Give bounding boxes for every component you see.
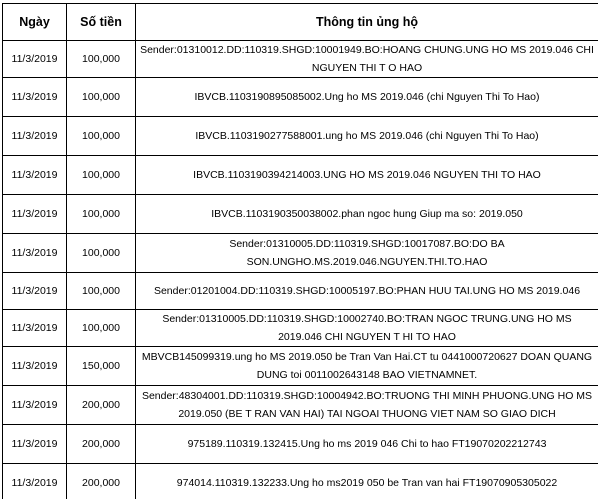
header-amount: Số tiền	[67, 4, 136, 41]
cell-date: 11/3/2019	[3, 41, 67, 78]
cell-amount: 100,000	[67, 156, 136, 195]
table-row	[3, 156, 599, 195]
cell-date: 11/3/2019	[3, 234, 67, 273]
cell-info: IBVCB.1103190277588001.ung ho MS 2019.046 (chi Nguyen Thi To Hao)	[136, 117, 599, 156]
donation-table	[2, 3, 598, 499]
table-row	[3, 310, 599, 347]
cell-info: MBVCB145099319.ung ho MS 2019.050 be Tran Van Hai.CT tu 0441000720627 DOAN QUANG DUNG toi 0011002643148 BAO VIETNAMNET.	[136, 347, 599, 386]
table-row	[3, 386, 599, 425]
cell-date: 11/3/2019	[3, 117, 67, 156]
header-info: Thông tin ủng hộ	[136, 4, 599, 41]
cell-amount: 100,000	[67, 273, 136, 310]
cell-info: Sender:01201004.DD:110319.SHGD:10005197.BO:PHAN HUU TAI.UNG HO MS 2019.046	[136, 273, 599, 310]
cell-amount: 200,000	[67, 464, 136, 499]
cell-amount: 100,000	[67, 310, 136, 347]
table-row	[3, 273, 599, 310]
donation-sheet	[2, 3, 598, 499]
cell-amount: 200,000	[67, 386, 136, 425]
cell-info: 975189.110319.132415.Ung ho ms 2019 046 Chi to hao FT19070202212743	[136, 425, 599, 464]
cell-amount: 200,000	[67, 425, 136, 464]
cell-date: 11/3/2019	[3, 425, 67, 464]
header-row	[3, 4, 599, 41]
table-row	[3, 78, 599, 117]
table-row	[3, 425, 599, 464]
cell-date: 11/3/2019	[3, 156, 67, 195]
cell-info: 974014.110319.132233.Ung ho ms2019 050 be Tran van hai FT19070905305022	[136, 464, 599, 499]
cell-date: 11/3/2019	[3, 386, 67, 425]
cell-date: 11/3/2019	[3, 310, 67, 347]
cell-date: 11/3/2019	[3, 464, 67, 499]
cell-info: Sender:01310012.DD:110319.SHGD:10001949.BO:HOANG CHUNG.UNG HO MS 2019.046 CHI NGUYEN THI T O HAO	[136, 41, 599, 78]
cell-info: IBVCB.1103190394214003.UNG HO MS 2019.046 NGUYEN THI TO HAO	[136, 156, 599, 195]
table-row	[3, 464, 599, 499]
cell-info: IBVCB.1103190895085002.Ung ho MS 2019.046 (chi Nguyen Thi To Hao)	[136, 78, 599, 117]
cell-amount: 100,000	[67, 234, 136, 273]
table-row	[3, 117, 599, 156]
cell-amount: 150,000	[67, 347, 136, 386]
table-row	[3, 195, 599, 234]
cell-info: Sender:01310005.DD:110319.SHGD:10017087.BO:DO BA SON.UNGHO.MS.2019.046.NGUYEN.THI.TO.HAO	[136, 234, 599, 273]
cell-info: Sender:01310005.DD:110319.SHGD:10002740.BO:TRAN NGOC TRUNG.UNG HO MS 2019.046 CHI NGUYEN T HI TO HAO	[136, 310, 599, 347]
table-row	[3, 347, 599, 386]
cell-date: 11/3/2019	[3, 273, 67, 310]
table-row	[3, 41, 599, 78]
cell-date: 11/3/2019	[3, 347, 67, 386]
cell-date: 11/3/2019	[3, 195, 67, 234]
cell-date: 11/3/2019	[3, 78, 67, 117]
cell-amount: 100,000	[67, 41, 136, 78]
table-row	[3, 234, 599, 273]
cell-info: Sender:48304001.DD:110319.SHGD:10004942.BO:TRUONG THI MINH PHUONG.UNG HO MS 2019.050 (BE T RAN VAN HAI) TAI NGOAI THUONG VIET NAM SO GIAO DICH	[136, 386, 599, 425]
cell-amount: 100,000	[67, 195, 136, 234]
cell-info: IBVCB.1103190350038002.phan ngoc hung Giup ma so: 2019.050	[136, 195, 599, 234]
cell-amount: 100,000	[67, 78, 136, 117]
cell-amount: 100,000	[67, 117, 136, 156]
header-date: Ngày	[3, 4, 67, 41]
